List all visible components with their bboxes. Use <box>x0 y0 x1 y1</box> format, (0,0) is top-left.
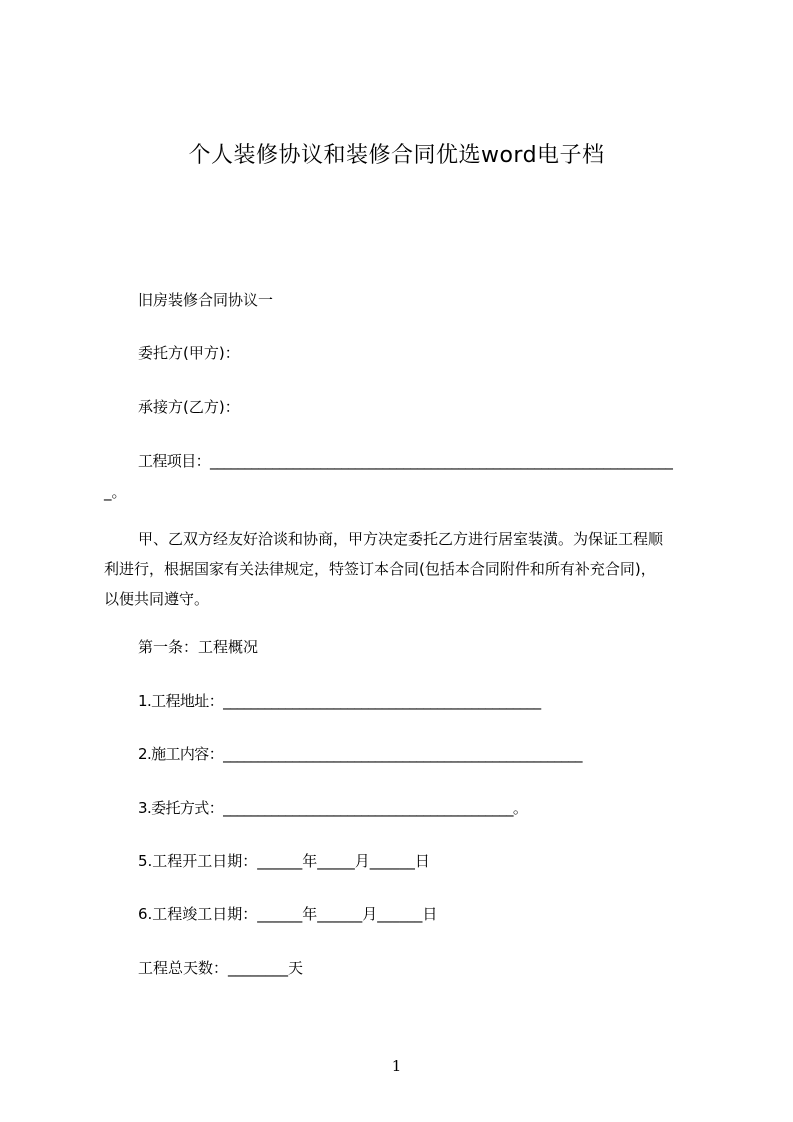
intro-paragraph <box>104 524 704 614</box>
project-line-continuation: _。 <box>104 483 127 501</box>
contract-heading: 旧房装修合同协议一 <box>138 291 274 309</box>
contractor-party-line: 承接方(乙方)： <box>138 398 240 416</box>
total-days-line: 工程总天数：________天 <box>138 959 304 977</box>
completion-date-line: 6.工程竣工日期：______年______月______日 <box>138 905 438 923</box>
commission-method-line: 3.委托方式：__________________________________________。 <box>138 799 528 817</box>
intro-line-3: 以便共同遵守。 <box>104 590 210 608</box>
client-party-line: 委托方(甲方)： <box>138 344 240 362</box>
article-1-heading: 第一条：工程概况 <box>138 638 259 656</box>
construction-content-line: 2.施工内容：____________________________________________________ <box>138 745 582 763</box>
project-line: 工程项目：___________________________________________________________________ <box>138 452 673 470</box>
start-date-line: 5.工程开工日期：______年_____月______日 <box>138 852 430 870</box>
page-number: 1 <box>391 1057 402 1075</box>
project-address-line: 1.工程地址：______________________________________________ <box>138 692 541 710</box>
intro-line-2: 利进行，根据国家有关法律规定，特签订本合同(包括本合同附件和所有补充合同)， <box>104 560 656 578</box>
intro-line-1: 甲、乙双方经友好洽谈和协商，甲方决定委托乙方进行居室装潢。为保证工程顺 <box>138 530 664 548</box>
document-title: 个人装修协议和装修合同优选word电子档 <box>188 143 605 168</box>
